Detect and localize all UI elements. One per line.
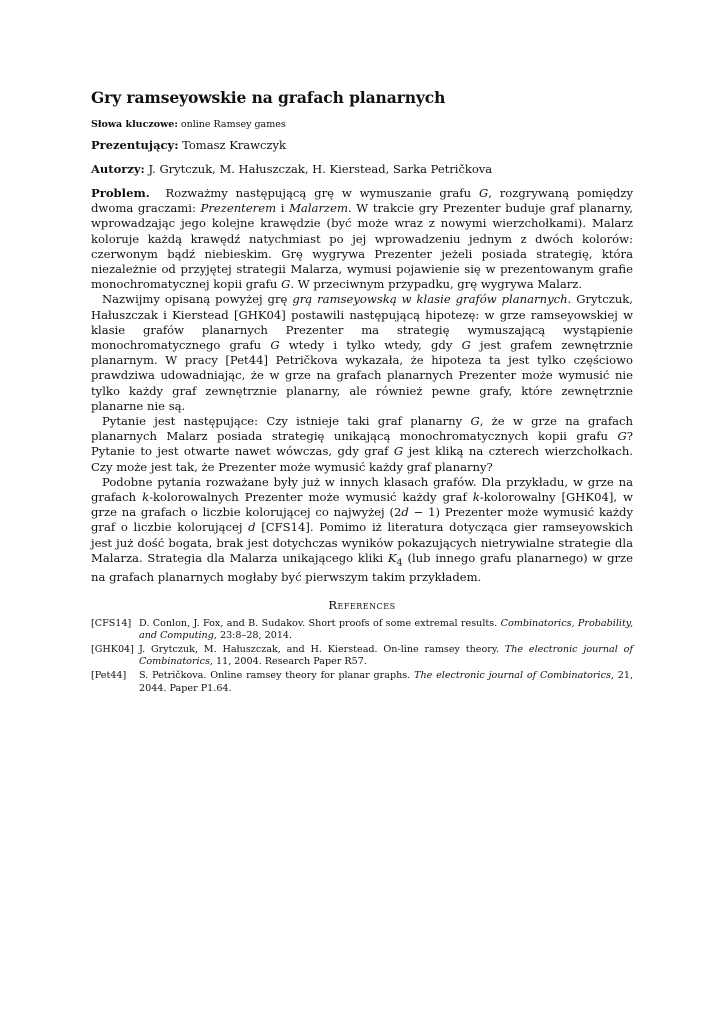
reference-text: D. Conlon, J. Fox, and B. Sudakov. Short proofs of some extremal results. xyxy=(139,617,501,629)
text-run: . W przeciwnym przypadku, grę wygrywa Malarz. xyxy=(290,277,583,292)
text-run: . Grytczuk, Hałuszczak i Kierstead [GHK04] postawili następującą hipotezę: w grze ramseyowskiej w klasie grafów planarnych Prezenter ma strategię wymuszającą wystąpienie monochromatycznego grafu xyxy=(91,292,633,353)
text-run: Nazwijmy opisaną powyżej grę xyxy=(102,292,293,307)
reference-venue: The electronic journal of Combinatorics xyxy=(414,669,611,681)
paper-title: Gry ramseyowskie na grafach planarnych xyxy=(91,88,446,107)
paragraph-3 xyxy=(91,414,633,475)
reference-key: [GHK04] xyxy=(91,643,134,655)
reference-details: , 11, 2004. Research Paper R57. xyxy=(209,656,367,668)
text-run: jest grafem zewnętrznie planarnym. W pracy [Pet44] Petričkova wykazała, że hipoteza ta jest tylko częściowo prawdziwa udowadniając, że w grze na grafach planarnych Prezenter może wymusić nie tylko każdy graf zewnętrznie planarny, ale również pewne grafy, które zewnętrznie planarne nie są. xyxy=(91,338,633,413)
text-run: Rozważmy następującą grę w wymuszanie grafu xyxy=(165,186,479,200)
text-run: -kolorowalnych Prezenter może wymusić każdy graf xyxy=(149,490,473,505)
reference-body xyxy=(139,644,633,669)
text-run: . W trakcie gry Prezenter buduje graf planarny, wprowadzając jego kolejne krawędzie (być może wraz z nowymi wierzchołkami). Malarz koloruje każdą krawędź natychmiast po jej wprowadzeniu jednym z dwóch kolorów: czerwonym bądź niebieskim. Grę wygrywa Prezenter jeżeli posiada strategię, która niezależnie od przyjętej strategii Malarza, wymusi pojawienie się w prezentowanym grafie monochromatycznej kopii grafu xyxy=(91,201,633,292)
reference-venue: Combinatorics, Probability, and Computing xyxy=(139,617,634,642)
reference-body xyxy=(139,670,633,695)
math-var: G xyxy=(270,338,280,353)
paragraph-4 xyxy=(91,475,633,586)
keywords-label: Słowa kluczowe: xyxy=(91,119,178,130)
reference-venue: The electronic journal of Combinatorics xyxy=(139,643,633,668)
text-run: [CFS14]. Pomimo iż literatura dotycząca gier ramseyowskich jest już dość bogata, brak jest dotychczas wyników pokazujących nietrywialne strategie dla Malarza. Strategia dla Malarza unikającego kliki xyxy=(91,520,633,565)
reference-text: S. Petričkova. Online ramsey theory for planar graphs. xyxy=(139,669,415,681)
math-subscript: 4 xyxy=(396,557,403,569)
math-var: K xyxy=(387,550,397,565)
reference-item xyxy=(91,618,633,643)
math-var: G xyxy=(461,338,471,353)
emphasis: Prezenterem xyxy=(200,201,277,216)
reference-key: [Pet44] xyxy=(91,669,127,681)
text-run: Pytanie jest następujące: Czy istnieje taki graf planarny xyxy=(102,414,471,429)
references-list xyxy=(91,618,633,696)
emphasis: Malarzem xyxy=(289,201,348,216)
problem-paragraph xyxy=(91,186,633,292)
keywords-line xyxy=(91,119,633,130)
text-run: − 1) Prezenter może wymusić każdy graf o liczbie kolorującej xyxy=(91,505,633,535)
text-run: ? Pytanie to jest otwarte nawet wówczas, gdy graf xyxy=(91,429,633,459)
text-run: Podobne pytania rozważane były już w innych klasach grafów. Dla przykładu, w grze na grafach xyxy=(91,474,633,505)
presenter-line xyxy=(91,138,633,152)
math-var: d xyxy=(401,505,409,520)
presenter-label: Prezentujący: xyxy=(91,138,179,152)
reference-text: J. Grytczuk, M. Hałuszczak, and H. Kierstead. On-line ramsey theory. xyxy=(139,643,505,655)
text-run: i xyxy=(276,201,290,216)
text-run: wtedy i tylko wtedy, gdy xyxy=(279,338,462,353)
text-run: , że w grze na grafach planarnych Malarz posiada strategię unikającą monochromatycznych kopii grafu xyxy=(91,414,633,444)
presenter-value: Tomasz Krawczyk xyxy=(182,138,286,152)
text-run: (lub innego grafu planarnego) w grze na grafach planarnych mogłaby być pierwszym takim przykładem. xyxy=(91,550,634,585)
authors-label: Autorzy: xyxy=(91,162,145,176)
math-var: G xyxy=(478,186,489,200)
paragraph-2 xyxy=(91,292,633,414)
text-run: , rozgrywaną pomiędzy dwoma graczami: xyxy=(91,186,634,216)
math-var: k xyxy=(142,490,150,505)
math-var: G xyxy=(617,429,627,444)
math-var: G xyxy=(281,277,291,292)
reference-body xyxy=(139,618,633,643)
math-var: d xyxy=(248,520,256,535)
math-var: G xyxy=(470,414,480,429)
reference-details: , 21, 2044. Paper P1.64. xyxy=(139,669,633,694)
reference-key: [CFS14] xyxy=(91,617,132,629)
text-run: -kolorowalny [GHK04], w grze na grafach o liczbie kolorującej co najwyżej (2 xyxy=(91,490,633,520)
text-run: jest kliką na czterech wierzchołkach. Czy może jest tak, że Prezenter może wymusić każdy graf planarny? xyxy=(91,444,633,474)
reference-details: , 23:8–28, 2014. xyxy=(213,630,293,642)
references-heading: References xyxy=(328,597,396,612)
paper-page xyxy=(91,88,633,696)
reference-item xyxy=(91,644,633,669)
math-var: G xyxy=(393,444,404,459)
emphasis: grą ramseyowską w klasie grafów planarnych xyxy=(292,292,568,307)
keywords-value: online Ramsey games xyxy=(180,119,286,130)
math-var: k xyxy=(472,490,480,505)
reference-item xyxy=(91,670,633,695)
authors-line xyxy=(91,162,633,176)
authors-value: J. Grytczuk, M. Hałuszczak, H. Kierstead, Sarka Petričkova xyxy=(148,162,493,176)
problem-label: Problem. xyxy=(91,186,150,200)
